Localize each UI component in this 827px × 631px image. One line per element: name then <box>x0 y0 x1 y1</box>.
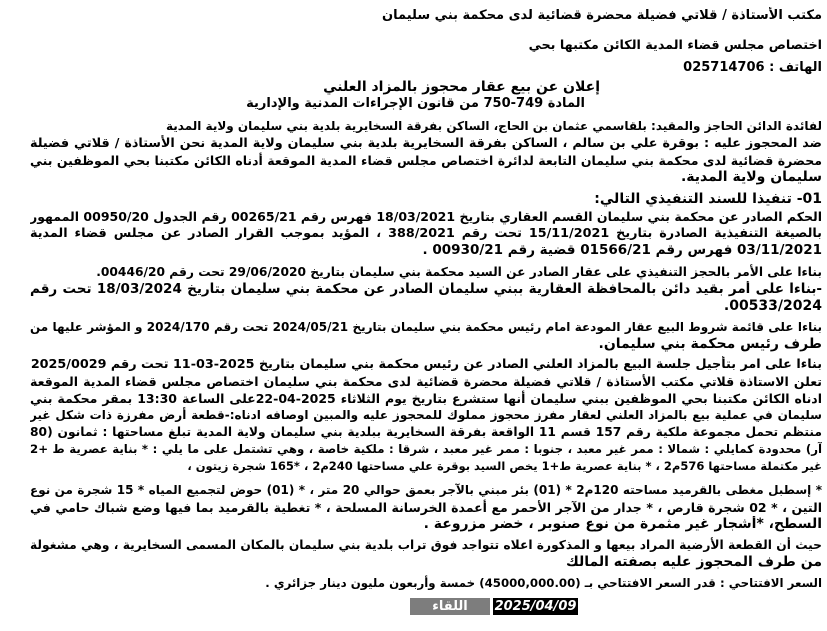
execution-heading: 01- تنفيذا للسند التنفيذي التالي: <box>594 191 822 207</box>
bailiff-line-end: سليمان ولاية المدية. <box>680 169 822 185</box>
conditions-line: بناءا على قائمة شروط البيع عقار المودعة امام رئيس محكمة بني سليمان بتاريخ 2024/05/21 تحت رقم 2024/170 و المؤشر عليها من <box>30 320 822 334</box>
announcement-line: سليمان في عملية بيع بالمزاد العلني لعقار مفرز محجوز مملوك للمحجوز عليه والمبين اوصافه ادناه:-قطعة أرض مفرزة ذات شكل غير <box>30 408 822 422</box>
announcement-line: تعلن الاستاذة قلاتي مكتب الأستاذة / قلاتي فضيلة محضرة قضائية لدى محكمة بني سليمان اختصاص مجلس قضاء المدية الموقعة <box>30 374 822 389</box>
registration-line: -بناءا على أمر بقيد دائن بالمحافظة العقارية ببني سليمان الصادر عن محكمة بني سليمان بتاريخ 18/03/2024 تحت رقم <box>30 281 822 297</box>
judgment-line: الحكم الصادر عن محكمة بني سليمان القسم العقاري بتاريخ 18/03/2021 فهرس رقم 00265/21 رقم الجدول 00950/20 الممهور <box>30 209 822 224</box>
property-contents-line: التين ، * 02 شجرة قارص ، * جدار من الآجر الأحمر مع أعمدة الخرسانة المسلحة ، * تغطية بالقرميد بما فيها وضع شباك حامي في <box>30 500 822 515</box>
newspaper-name-badge: اللقاء <box>410 598 490 615</box>
announcement-line: ادناه الكائن مكتبنا بحي الموظفين ببني سليمان أنها ستشرع بتاريخ يوم الثلاثاء 2025-04-22على الساعة 13:30 بمقر محكمة بني <box>30 391 822 406</box>
debtor-line: ضد المحجوز عليه : بوقرة علي بن سالم ، الساكن بفرقة السخايرية بلدية بني سليمان ولاية المدية نحن الأستاذة / قلاتي فضيلة <box>30 136 822 151</box>
location-line-end: من طرف المحجوز عليه بصفته المالك <box>565 554 822 570</box>
postponement-line: بناءا على امر بتأجيل جلسة البيع بالمزاد العلني الصادر عن رئيس محكمة بني سليمان بتاريخ 2025-03-11 تحت رقم 2025/0029 <box>30 357 822 372</box>
seizure-order-line: بناءا على الأمر بالحجز التنفيذي على عقار الصادر عن السيد محكمة بني سليمان بتاريخ 29/06/2020 تحت رقم 00446/20. <box>96 265 822 279</box>
bailiff-line: محضرة قضائية لدى محكمة بني سليمان التابعة لدائرة اختصاص مجلس قضاء المدية الموقعة أدناه الكائن مكتبنا بحي الموظفين بني <box>30 153 822 168</box>
opening-price: السعر الافتتاحي : قدر السعر الافتتاحي بـ (45000,000.00) خمسة وأربعون مليون دينار جزائري . <box>265 576 822 590</box>
office-name: مكتب الأستاذة / قلاتي فضيلة محضرة قضائية لدى محكمة بني سليمان <box>382 8 822 23</box>
judgment-line-end: 03/11/2021 فهرس رقم 01566/21 قضية رقم 00930/21 . <box>422 242 822 258</box>
announcement-line-end: غير مكتملة مساحتها 576م2 ، * بناية عصرية ط+1 يخص السيد بوقرة علي مساحتها 240م2 ، *165 شجرة زيتون ، <box>187 459 822 473</box>
property-contents-line-end: السطح، *أشجار غير مثمرة من نوع صنوبر ، خضر مزروعة . <box>423 516 822 532</box>
property-contents-line: * إسطبل مغطى بالقرميد مساحته 120م2 * (01) بئر مبني بالآجر بعمق حوالي 20 متر ، * (01) حوض لتجميع المياه * 15 شجرة من نوع <box>30 483 822 497</box>
notice-title: إعلان عن بيع عقار محجوز بالمزاد العلني <box>323 79 600 95</box>
judgment-line: بالصيغة التنفيذية الصادرة بتاريخ 15/11/2021 تحت رقم 388/2021 ، المؤيد بموجب القرار الصادر عن مجلس قضاء المدية <box>30 226 822 241</box>
notice-legal-basis: المادة 749-750 من قانون الإجراءات المدنية والإدارية <box>246 96 585 111</box>
conditions-line-end: طرف رئيس محكمة بني سليمان. <box>598 336 822 352</box>
office-jurisdiction: اختصاص مجلس قضاء المدية الكائن مكتبها بحي <box>528 38 822 53</box>
announcement-line: آر) محدودة كمايلي : شمالا : ممر غير معبد ، جنوبا : ممر غير معبد ، شرقا : ملكية خاصة ، وهي تشتمل على ما يلي : * بناية عصرية ط +2 <box>30 442 822 456</box>
location-line: حيث أن القطعة الأرضية المراد بيعها و المذكورة اعلاه تتواجد فوق تراب بلدية بني سليمان بالمكان المسمى السخايرية ، وهي مشغولة <box>30 538 822 552</box>
publication-date-badge: 2025/04/09 <box>494 599 577 614</box>
registration-line-end: 00533/2024. <box>723 298 822 314</box>
office-phone: الهاتف : 025714706 <box>683 60 822 75</box>
creditor-line: لفائدة الدائن الحاجز والمقيد: بلقاسمي عثمان بن الحاج، الساكن بفرقة السخايرية بلدية بني سليمان ولاية المدية <box>166 119 822 133</box>
announcement-line: منتظم تحمل مجموعة ملكية رقم 157 قسم 11 الواقعة بفرقة السخايرية ببلدية بني سليمان ولاية المدية تبلغ مساحتها : ثمانون (80 <box>30 425 822 439</box>
